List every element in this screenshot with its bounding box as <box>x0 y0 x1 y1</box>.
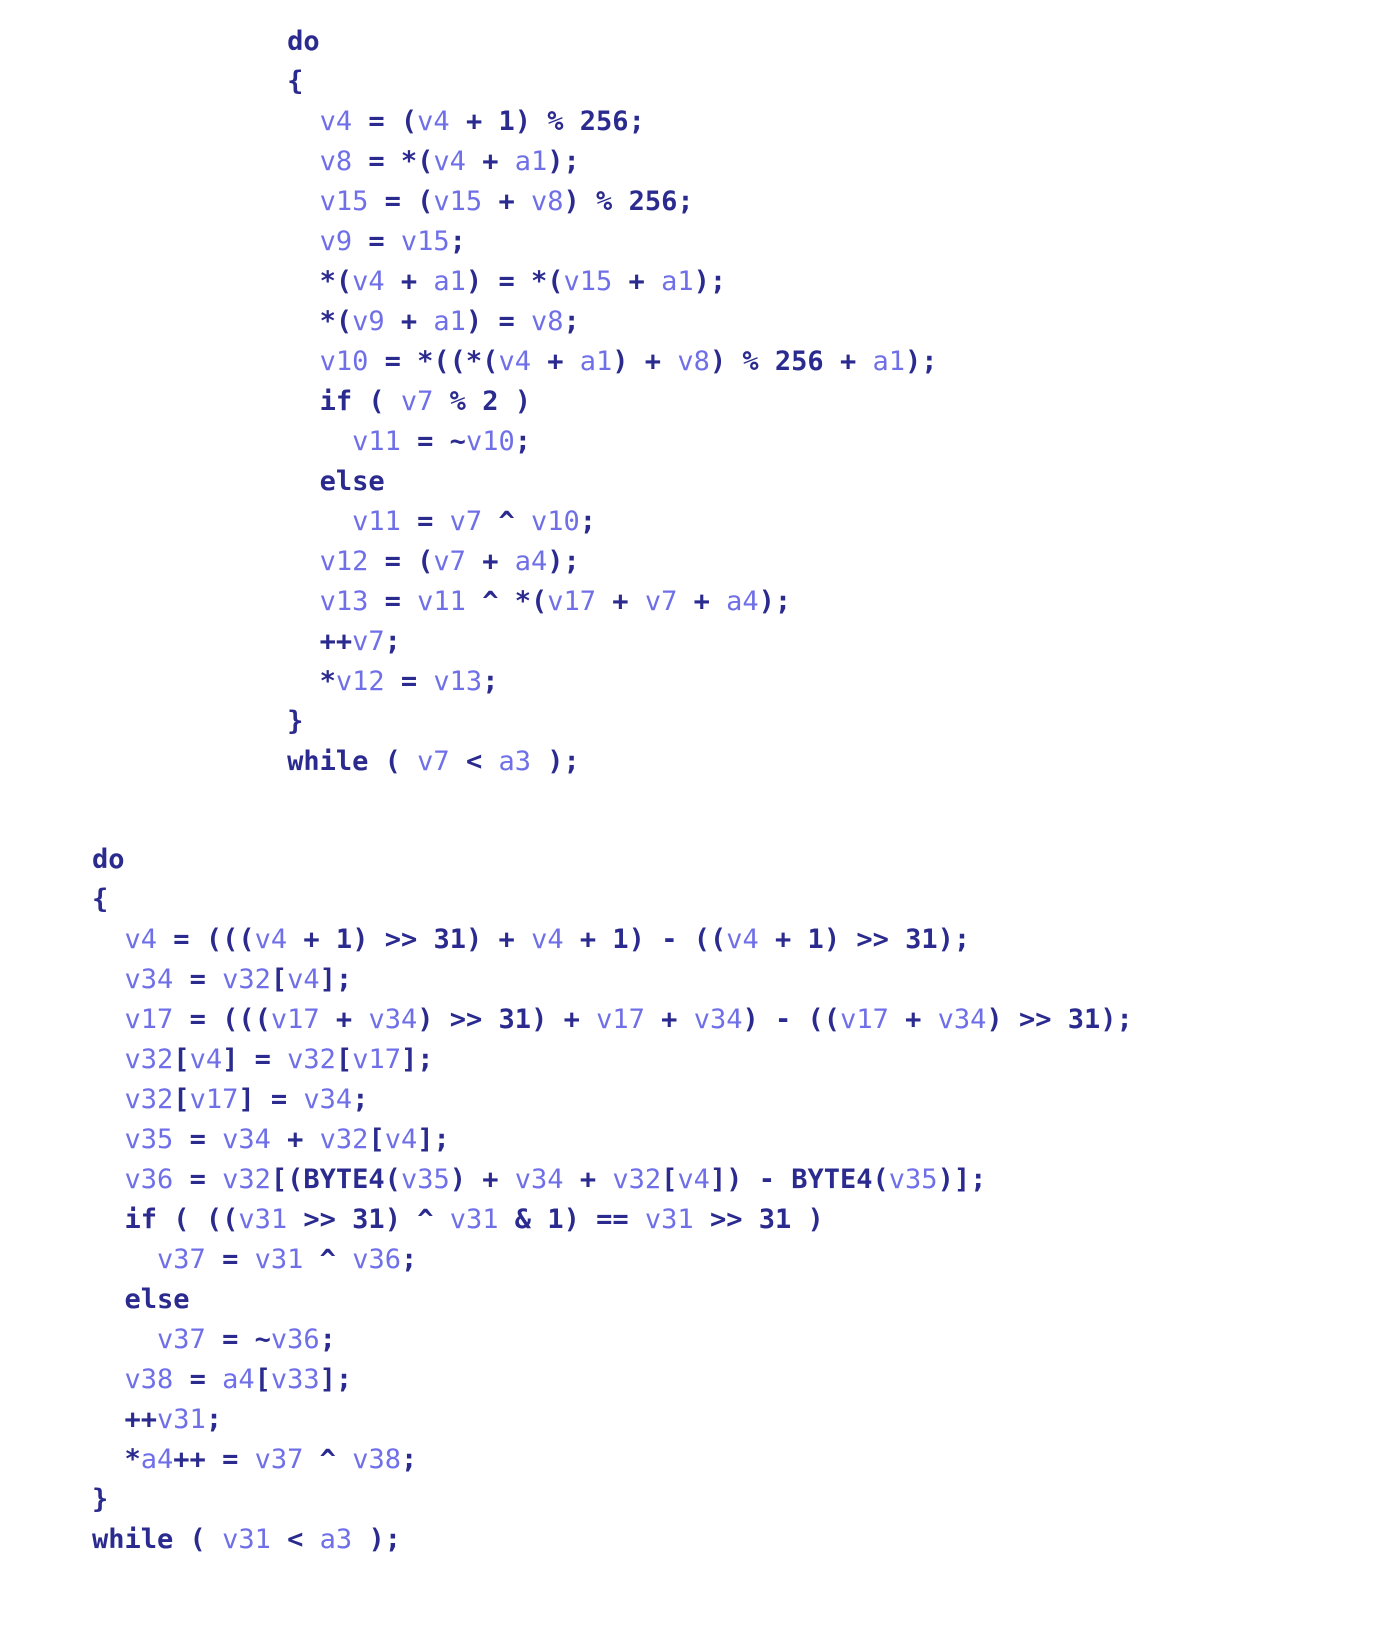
code-line: else <box>319 466 385 497</box>
code-line: v38 = a4[v33]; <box>124 1364 353 1395</box>
code-line: v32[v17] = v34; <box>124 1084 369 1115</box>
code-line: else <box>124 1284 190 1315</box>
code-line: v37 = v31 ^ v36; <box>157 1244 418 1275</box>
code-line: v4 = (((v4 + 1) >> 31) + v4 + 1) - ((v4 + 1) >> 31); <box>124 924 971 955</box>
code-line: v36 = v32[(BYTE4(v35) + v34 + v32[v4]) - BYTE4(v35)]; <box>124 1164 987 1195</box>
code-line: { <box>92 884 109 915</box>
code-line: } <box>287 706 304 737</box>
code-line: while ( v7 < a3 ); <box>287 746 580 777</box>
code-line: *(v9 + a1) = v8; <box>319 306 580 337</box>
code-line: v8 = *(v4 + a1); <box>319 146 580 177</box>
code-line: v10 = *((*(v4 + a1) + v8) % 256 + a1); <box>319 346 938 377</box>
code-line: ++v31; <box>124 1404 223 1435</box>
code-block-first-loop <box>92 22 938 782</box>
code-line: while ( v31 < a3 ); <box>92 1524 401 1555</box>
code-line: v32[v4] = v32[v17]; <box>124 1044 434 1075</box>
code-line: v11 = v7 ^ v10; <box>352 506 597 537</box>
code-line: do <box>92 844 125 875</box>
code-line: v34 = v32[v4]; <box>124 964 353 995</box>
code-line: if ( ((v31 >> 31) ^ v31 & 1) == v31 >> 31 ) <box>124 1204 824 1235</box>
code-line: *a4++ = v37 ^ v38; <box>124 1444 418 1475</box>
code-line: v9 = v15; <box>319 226 466 257</box>
code-line: v35 = v34 + v32[v4]; <box>124 1124 450 1155</box>
code-line: v37 = ~v36; <box>157 1324 336 1355</box>
code-line: v15 = (v15 + v8) % 256; <box>319 186 694 217</box>
code-line: v17 = (((v17 + v34) >> 31) + v17 + v34) - ((v17 + v34) >> 31); <box>124 1004 1133 1035</box>
code-block-second-loop <box>92 840 1133 1560</box>
code-line: v13 = v11 ^ *(v17 + v7 + a4); <box>319 586 792 617</box>
code-line: v4 = (v4 + 1) % 256; <box>319 106 645 137</box>
code-line: if ( v7 % 2 ) <box>319 386 531 417</box>
code-line: { <box>287 66 304 97</box>
code-line: v12 = (v7 + a4); <box>319 546 580 577</box>
code-line: v11 = ~v10; <box>352 426 531 457</box>
code-line: ++v7; <box>319 626 401 657</box>
code-line: } <box>92 1484 109 1515</box>
code-line: *(v4 + a1) = *(v15 + a1); <box>319 266 727 297</box>
code-line: do <box>287 26 320 57</box>
code-line: *v12 = v13; <box>319 666 499 697</box>
